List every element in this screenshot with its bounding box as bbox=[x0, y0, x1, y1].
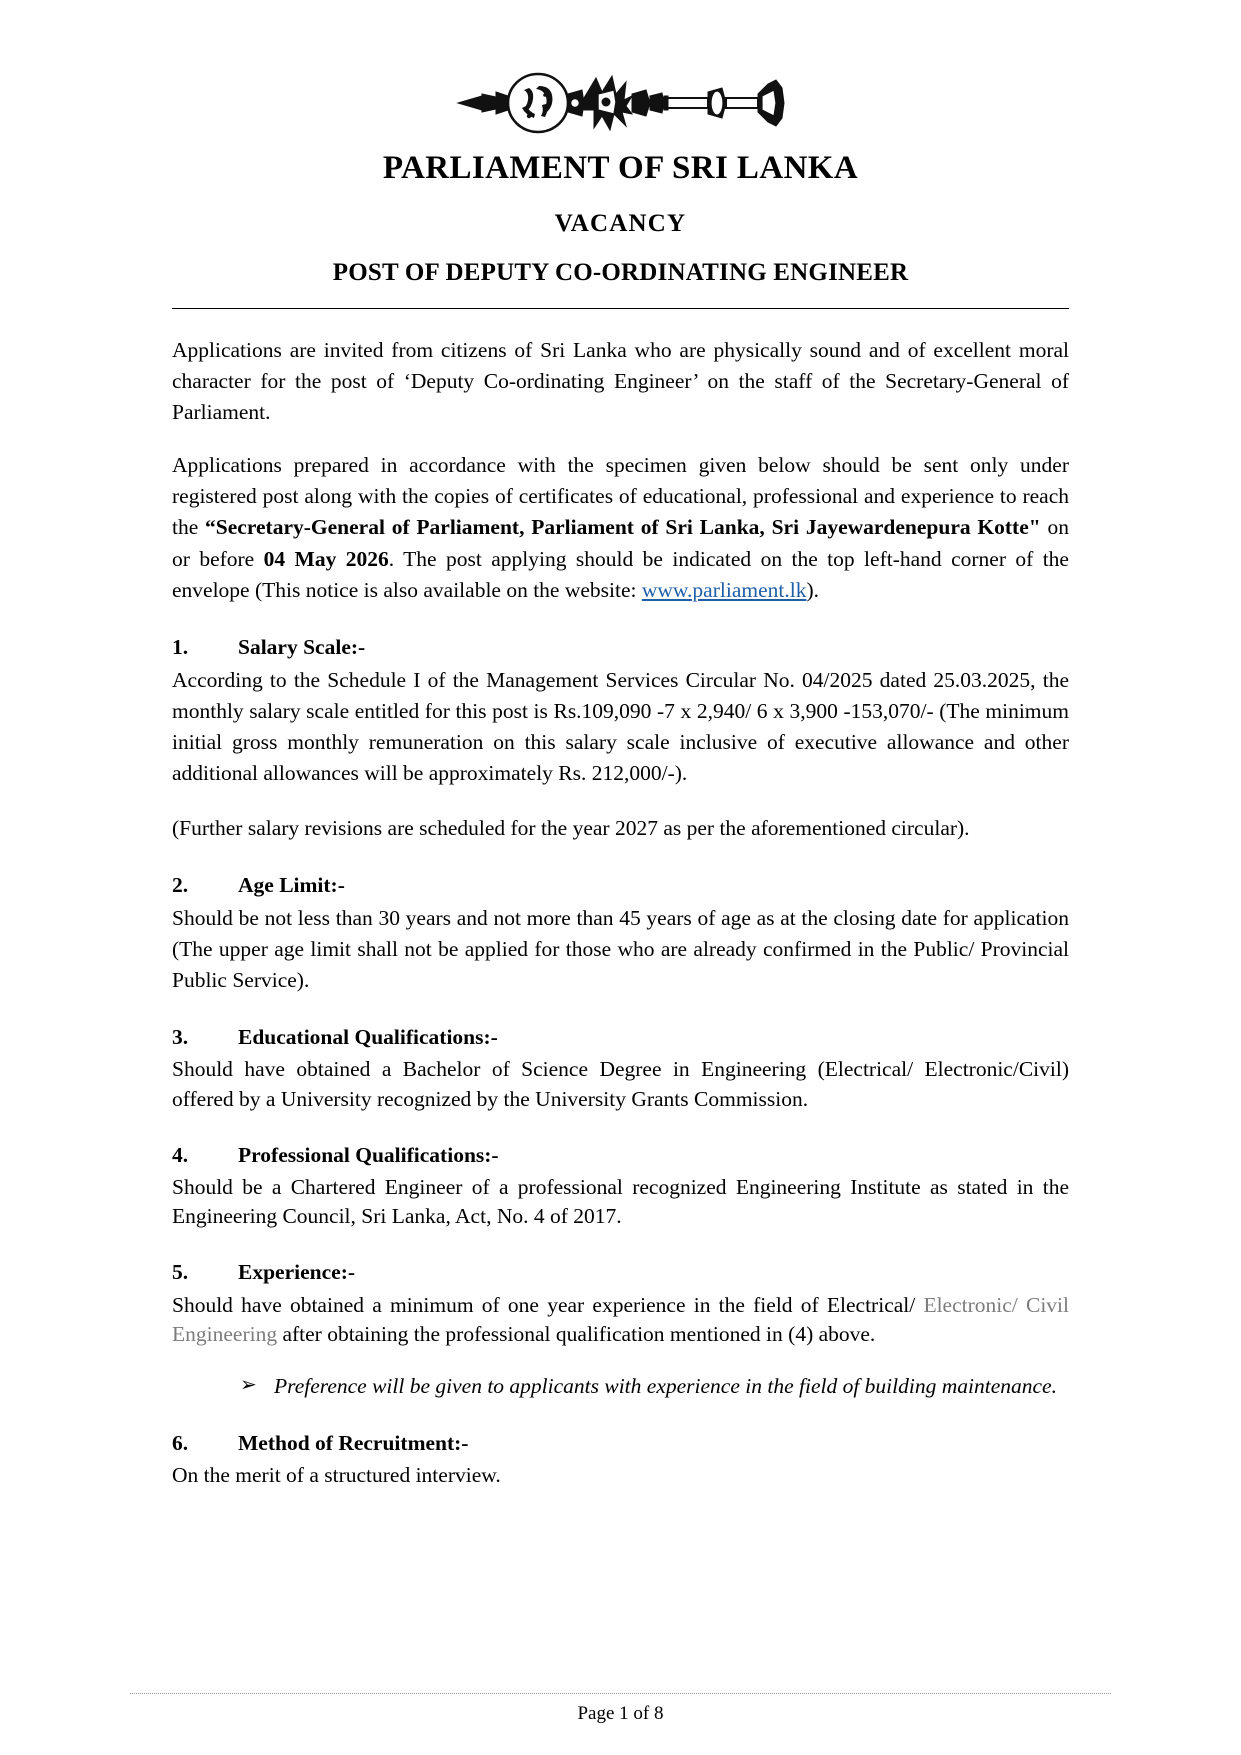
section-salary-scale bbox=[172, 632, 1069, 789]
page-footer bbox=[130, 1693, 1111, 1725]
document-body bbox=[172, 335, 1069, 1491]
section-5-body-text-2: after obtaining the professional qualification mentioned in (4) above. bbox=[277, 1321, 876, 1346]
section-4-number: 4. bbox=[172, 1142, 189, 1167]
section-2-title: Age Limit:- bbox=[238, 873, 345, 898]
section-5-heading bbox=[172, 1257, 1069, 1288]
section-5-number: 5. bbox=[172, 1260, 189, 1285]
section-2-heading bbox=[172, 870, 1069, 901]
salary-revision-note: (Further salary revisions are scheduled for the year 2027 as per the aforementioned circular). bbox=[172, 815, 970, 840]
section-1-title: Salary Scale:- bbox=[238, 634, 366, 659]
section-2-body: Should be not less than 30 years and not more than 45 years of age as at the closing date for application (The upper age limit shall not be applied for those who are already confirmed in the Public/ Provincial Public Service). bbox=[172, 906, 1069, 993]
post-title: POST OF DEPUTY CO-ORDINATING ENGINEER bbox=[332, 258, 909, 286]
section-6-body: On the merit of a structured interview. bbox=[172, 1463, 501, 1488]
section-4-title: Professional Qualifications:- bbox=[238, 1142, 499, 1167]
section-method-of-recruitment bbox=[172, 1428, 1069, 1490]
intro-p2-address-bold: “Secretary-General of Parliament, Parliament of Sri Lanka, Sri Jayewardenepura Kotte" bbox=[205, 515, 1041, 540]
section-6-heading bbox=[172, 1428, 1069, 1459]
vacancy-label: VACANCY bbox=[554, 210, 687, 238]
organization-title: PARLIAMENT OF SRI LANKA bbox=[382, 150, 859, 186]
section-experience bbox=[172, 1257, 1069, 1402]
section-1-body: According to the Schedule I of the Management Services Circular No. 04/2025 dated 25.03.2025, the monthly salary scale entitled for this post is Rs.109,090 -7 x 2,940/ 6 x 3,900 -153,070/- (The minimum initial gross monthly remuneration on this salary scale inclusive of executive allowance and other additional allowances will be approximately Rs. 212,000/-). bbox=[172, 668, 1069, 785]
section-3-heading bbox=[172, 1022, 1069, 1053]
page-number: Page 1 of 8 bbox=[577, 1703, 664, 1724]
section-age-limit bbox=[172, 870, 1069, 996]
intro-paragraph-2 bbox=[172, 450, 1069, 606]
section-5-body-greyed: Electronic/ Civil Engineering bbox=[172, 1292, 1069, 1346]
header-divider bbox=[172, 308, 1069, 309]
intro-p2-text-2: on or before bbox=[172, 515, 1069, 571]
section-1-number: 1. bbox=[172, 634, 189, 659]
section-2-number: 2. bbox=[172, 873, 189, 898]
section-professional-qualifications bbox=[172, 1140, 1069, 1232]
section-3-number: 3. bbox=[172, 1025, 189, 1050]
section-5-body bbox=[172, 1291, 1069, 1349]
experience-preference-text: Preference will be given to applicants with experience in the field of building maintenance. bbox=[274, 1374, 1057, 1399]
intro-p2-deadline-bold: 04 May 2026 bbox=[263, 546, 389, 571]
section-5-body-text-1: Should have obtained a minimum of one year experience in the field of Electrical/ bbox=[172, 1292, 924, 1317]
section-1-heading bbox=[172, 632, 1069, 663]
intro-p2-text-1: Applications prepared in accordance with the specimen given below should be sent only under registered post along with the copies of certificates of educational, professional and experience to reach the bbox=[172, 453, 1069, 540]
parliament-mace-emblem-icon bbox=[456, 72, 786, 134]
intro-p2-text-4: ). bbox=[806, 577, 820, 602]
section-6-number: 6. bbox=[172, 1431, 189, 1456]
section-4-body: Should be a Chartered Engineer of a professional recognized Engineering Institute as stated in the Engineering Council, Sri Lanka, Act, No. 4 of 2017. bbox=[172, 1174, 1069, 1229]
section-3-title: Educational Qualifications:- bbox=[238, 1025, 498, 1050]
section-3-body: Should have obtained a Bachelor of Science Degree in Engineering (Electrical/ Electronic/Civil) offered by a University recognized by the University Grants Commission. bbox=[172, 1057, 1069, 1111]
emblem-container bbox=[172, 0, 1069, 138]
footer-divider bbox=[130, 1693, 1111, 1694]
section-5-title: Experience:- bbox=[238, 1260, 356, 1285]
intro-p2-text-3: . The post applying should be indicated on the top left-hand corner of the envelope (This notice is also available on the website: bbox=[172, 546, 1069, 602]
section-educational-qualifications bbox=[172, 1022, 1069, 1114]
arrow-bullet-icon: ➢ bbox=[240, 1374, 257, 1397]
section-4-heading bbox=[172, 1140, 1069, 1171]
section-6-title: Method of Recruitment:- bbox=[238, 1431, 469, 1456]
intro-paragraph-1: Applications are invited from citizens of Sri Lanka who are physically sound and of excellent moral character for the post of ‘Deputy Co-ordinating Engineer’ on the staff of the Secretary-General of Parliament. bbox=[172, 337, 1069, 424]
experience-preference-bullet bbox=[172, 1371, 1069, 1402]
parliament-website-link[interactable]: www.parliament.lk bbox=[641, 577, 807, 602]
